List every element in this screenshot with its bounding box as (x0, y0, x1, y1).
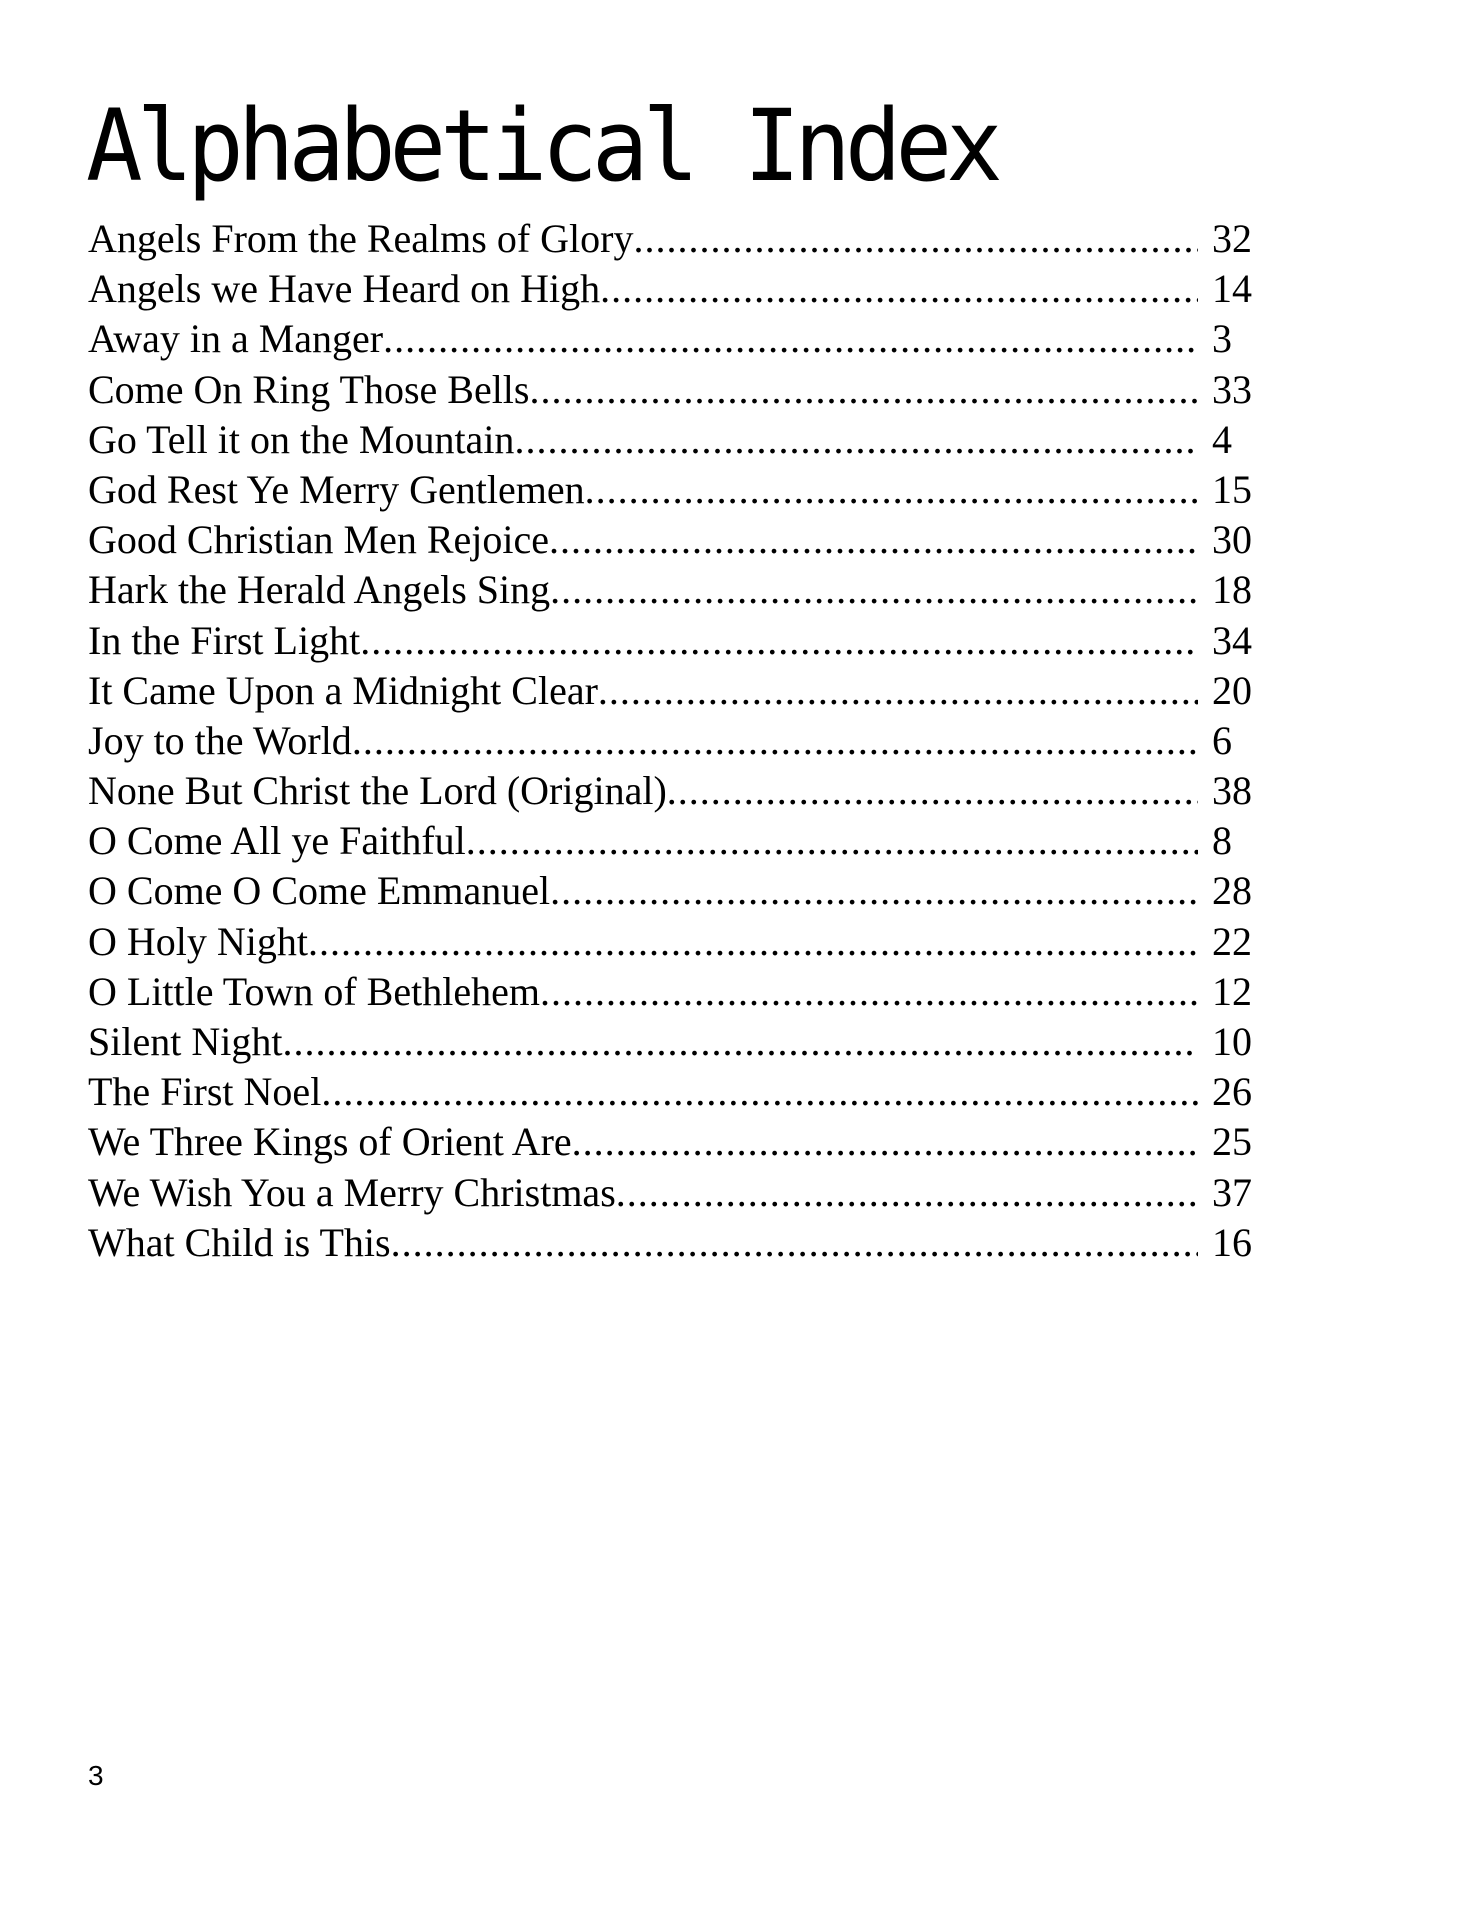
entry-title: None But Christ the Lord (Original) (88, 768, 667, 814)
dot-leader (540, 967, 1198, 1017)
index-entry[interactable] (88, 465, 1268, 515)
page-number: 3 (88, 1760, 104, 1791)
dot-leader (308, 917, 1198, 967)
entry-title: We Wish You a Merry Christmas (88, 1169, 616, 1215)
entry-page-number: 38 (1212, 768, 1252, 814)
index-entry[interactable] (88, 917, 1268, 967)
entry-title: Silent Night (88, 1019, 283, 1064)
index-entry[interactable] (88, 264, 1268, 314)
dot-leader (514, 415, 1198, 465)
entry-page-number: 34 (1212, 617, 1252, 663)
entry-page-number: 12 (1212, 968, 1252, 1014)
entry-page-number: 15 (1212, 466, 1252, 512)
dot-leader (616, 1168, 1198, 1218)
entry-title: The First Noel (88, 1069, 322, 1115)
dot-leader (360, 616, 1198, 666)
index-entry[interactable] (88, 565, 1268, 615)
dot-leader (598, 666, 1198, 716)
entry-title: Hark the Herald Angels Sing (88, 567, 551, 613)
entry-title: In the First Light (88, 617, 361, 663)
dot-leader (667, 766, 1198, 816)
dot-leader (352, 716, 1198, 766)
entry-title: O Come O Come Emmanuel (88, 868, 551, 914)
entry-page-number: 28 (1212, 868, 1252, 914)
entry-title: Come On Ring Those Bells (88, 366, 530, 412)
dot-leader (585, 465, 1198, 515)
entry-page-number: 6 (1212, 717, 1232, 763)
entry-page-number: 37 (1212, 1169, 1252, 1215)
entry-page-number: 3 (1212, 316, 1232, 362)
index-entry[interactable] (88, 1017, 1268, 1067)
entry-page-number: 4 (1212, 416, 1232, 462)
entry-title: God Rest Ye Merry Gentlemen (88, 466, 585, 512)
index-entry[interactable] (88, 816, 1268, 866)
index-list (88, 214, 1268, 1268)
entry-title: Angels we Have Heard on High (88, 266, 601, 312)
entry-title: Go Tell it on the Mountain (88, 416, 515, 462)
index-entry[interactable] (88, 214, 1268, 264)
page-title: Alphabetical Index (86, 89, 997, 205)
entry-title: Joy to the World (88, 717, 352, 763)
entry-page-number: 10 (1212, 1019, 1252, 1064)
entry-page-number: 25 (1212, 1119, 1252, 1165)
entry-title: We Three Kings of Orient Are (88, 1119, 572, 1165)
index-entry[interactable] (88, 515, 1268, 565)
dot-leader (550, 565, 1198, 615)
entry-page-number: 16 (1212, 1219, 1252, 1265)
index-entry[interactable] (88, 716, 1268, 766)
index-entry[interactable] (88, 967, 1268, 1017)
index-entry[interactable] (88, 1067, 1268, 1117)
entry-title: O Come All ye Faithful (88, 818, 466, 864)
entry-title: Good Christian Men Rejoice (88, 517, 550, 563)
dot-leader (391, 1218, 1198, 1268)
entry-page-number: 33 (1212, 366, 1252, 412)
index-entry[interactable] (88, 415, 1268, 465)
index-entry[interactable] (88, 766, 1268, 816)
entry-page-number: 32 (1212, 216, 1252, 261)
index-entry[interactable] (88, 1117, 1268, 1167)
entry-title: O Little Town of Bethlehem (88, 968, 540, 1014)
dot-leader (572, 1117, 1198, 1167)
entry-page-number: 22 (1212, 918, 1252, 964)
entry-page-number: 14 (1212, 266, 1252, 312)
dot-leader (634, 214, 1199, 264)
entry-page-number: 26 (1212, 1069, 1252, 1115)
entry-page-number: 8 (1212, 818, 1232, 864)
entry-title: Angels From the Realms of Glory (88, 216, 634, 261)
index-entry[interactable] (88, 365, 1268, 415)
entry-title: O Holy Night (88, 918, 308, 964)
entry-title: What Child is This (88, 1219, 391, 1265)
entry-title: Away in a Manger (88, 316, 384, 362)
index-entry[interactable] (88, 616, 1268, 666)
entry-page-number: 18 (1212, 567, 1252, 613)
entry-title: It Came Upon a Midnight Clear (88, 667, 598, 713)
entry-page-number: 30 (1212, 517, 1252, 563)
dot-leader (549, 515, 1198, 565)
dot-leader (550, 866, 1198, 916)
dot-leader (282, 1017, 1198, 1067)
dot-leader (600, 264, 1198, 314)
dot-leader (321, 1067, 1198, 1117)
index-entry[interactable] (88, 314, 1268, 364)
entry-page-number: 20 (1212, 667, 1252, 713)
index-entry[interactable] (88, 666, 1268, 716)
dot-leader (466, 816, 1198, 866)
index-entry[interactable] (88, 1218, 1268, 1268)
index-entry[interactable] (88, 1168, 1268, 1218)
dot-leader (529, 365, 1198, 415)
index-entry[interactable] (88, 866, 1268, 916)
dot-leader (383, 314, 1198, 364)
